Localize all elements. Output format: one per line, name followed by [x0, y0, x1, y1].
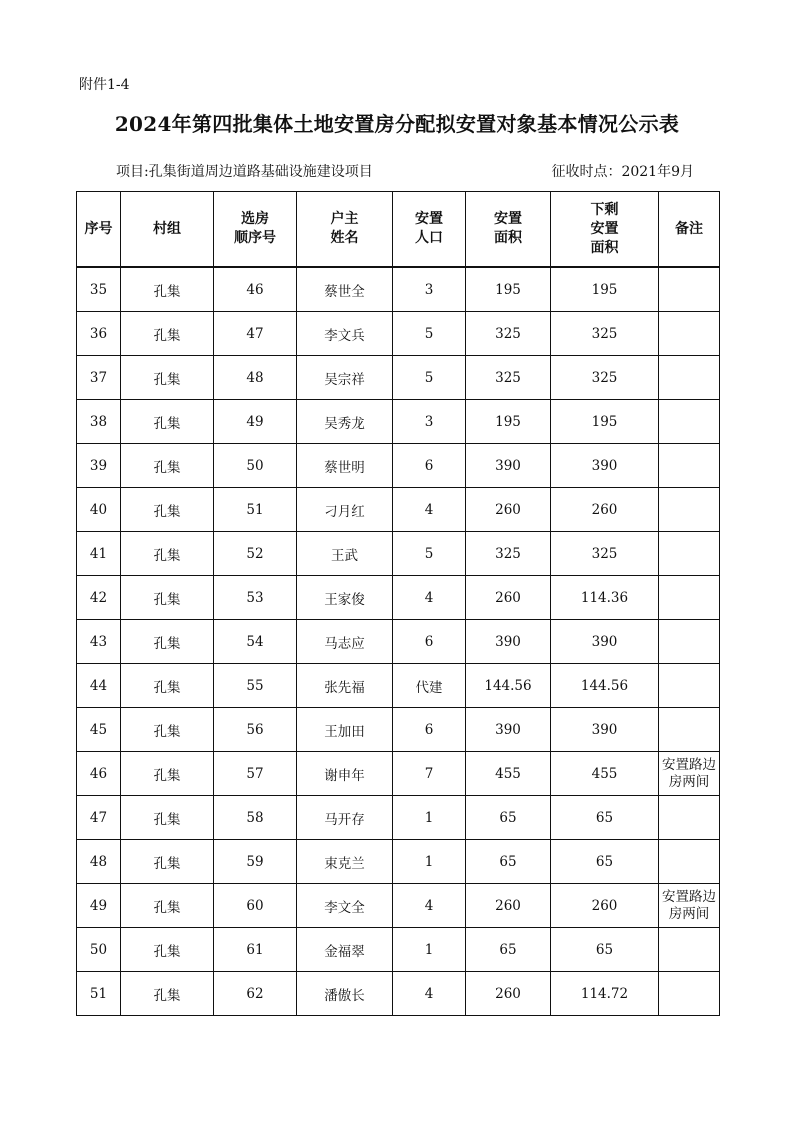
village-cell: 孔集: [121, 708, 214, 752]
seq-cell: 37: [77, 356, 121, 400]
remaining-area-cell: 390: [551, 708, 659, 752]
seq-cell: 39: [77, 444, 121, 488]
village-cell: 孔集: [121, 576, 214, 620]
table-row: [77, 972, 720, 1016]
remark-cell: [659, 620, 720, 664]
resettlement-table: [76, 191, 720, 1016]
seq-cell: 42: [77, 576, 121, 620]
seq-cell: 50: [77, 928, 121, 972]
order-cell: 56: [214, 708, 297, 752]
area-cell: 195: [466, 267, 551, 312]
population-cell: 4: [393, 488, 466, 532]
remaining-area-cell: 325: [551, 312, 659, 356]
remark-cell: [659, 928, 720, 972]
remaining-area-cell: 260: [551, 488, 659, 532]
order-cell: 53: [214, 576, 297, 620]
remaining-area-cell: 325: [551, 532, 659, 576]
col-remaining-area-header: 下剩 安置 面积: [551, 192, 659, 268]
householder-cell: 吴宗祥: [297, 356, 393, 400]
table-row: [77, 928, 720, 972]
householder-cell: 马志应: [297, 620, 393, 664]
table-row: [77, 267, 720, 312]
area-cell: 390: [466, 444, 551, 488]
householder-cell: 李文全: [297, 884, 393, 928]
remark-cell: [659, 796, 720, 840]
village-cell: 孔集: [121, 312, 214, 356]
expropriation-time-label: 征收时点：2021年9月: [551, 164, 694, 180]
population-cell: 6: [393, 444, 466, 488]
village-cell: 孔集: [121, 664, 214, 708]
table-row: [77, 444, 720, 488]
order-cell: 61: [214, 928, 297, 972]
order-cell: 51: [214, 488, 297, 532]
area-cell: 390: [466, 708, 551, 752]
col-remark-header: 备注: [659, 192, 720, 268]
village-cell: 孔集: [121, 267, 214, 312]
table-body: [77, 267, 720, 1016]
table-row: [77, 356, 720, 400]
householder-cell: 王家俊: [297, 576, 393, 620]
householder-cell: 金福翠: [297, 928, 393, 972]
area-cell: 260: [466, 488, 551, 532]
area-cell: 195: [466, 400, 551, 444]
area-cell: 260: [466, 972, 551, 1016]
remark-cell: [659, 532, 720, 576]
remaining-area-cell: 195: [551, 400, 659, 444]
population-cell: 1: [393, 928, 466, 972]
seq-cell: 49: [77, 884, 121, 928]
project-label: 项目:孔集街道周边道路基础设施建设项目: [116, 164, 373, 180]
village-cell: 孔集: [121, 444, 214, 488]
attachment-label: 附件1-4: [79, 77, 130, 93]
remaining-area-cell: 65: [551, 796, 659, 840]
seq-cell: 48: [77, 840, 121, 884]
order-cell: 55: [214, 664, 297, 708]
order-cell: 50: [214, 444, 297, 488]
table-row: [77, 752, 720, 796]
table-row: [77, 532, 720, 576]
population-cell: 4: [393, 884, 466, 928]
area-cell: 390: [466, 620, 551, 664]
table-row: [77, 708, 720, 752]
area-cell: 325: [466, 356, 551, 400]
population-cell: 4: [393, 576, 466, 620]
remark-cell: [659, 356, 720, 400]
householder-cell: 李文兵: [297, 312, 393, 356]
householder-cell: 蔡世全: [297, 267, 393, 312]
remark-cell: [659, 972, 720, 1016]
remaining-area-cell: 195: [551, 267, 659, 312]
page-title: 2024年第四批集体土地安置房分配拟安置对象基本情况公示表: [114, 112, 680, 136]
col-householder-header: 户主 姓名: [297, 192, 393, 268]
order-cell: 60: [214, 884, 297, 928]
remark-cell: 安置路边 房两间: [659, 752, 720, 796]
population-cell: 5: [393, 356, 466, 400]
area-cell: 65: [466, 796, 551, 840]
remaining-area-cell: 260: [551, 884, 659, 928]
householder-cell: 王加田: [297, 708, 393, 752]
seq-cell: 41: [77, 532, 121, 576]
area-cell: 325: [466, 312, 551, 356]
village-cell: 孔集: [121, 884, 214, 928]
table-row: [77, 884, 720, 928]
population-cell: 1: [393, 840, 466, 884]
order-cell: 49: [214, 400, 297, 444]
area-cell: 325: [466, 532, 551, 576]
remark-cell: [659, 312, 720, 356]
village-cell: 孔集: [121, 620, 214, 664]
order-cell: 54: [214, 620, 297, 664]
village-cell: 孔集: [121, 840, 214, 884]
seq-cell: 51: [77, 972, 121, 1016]
order-cell: 57: [214, 752, 297, 796]
remaining-area-cell: 144.56: [551, 664, 659, 708]
remark-cell: [659, 267, 720, 312]
remaining-area-cell: 390: [551, 620, 659, 664]
order-cell: 52: [214, 532, 297, 576]
seq-cell: 45: [77, 708, 121, 752]
remaining-area-cell: 114.72: [551, 972, 659, 1016]
remaining-area-cell: 390: [551, 444, 659, 488]
population-cell: 代建: [393, 664, 466, 708]
remark-cell: [659, 576, 720, 620]
table-row: [77, 488, 720, 532]
area-cell: 260: [466, 576, 551, 620]
remaining-area-cell: 65: [551, 928, 659, 972]
table-row: [77, 840, 720, 884]
area-cell: 65: [466, 928, 551, 972]
table-row: [77, 664, 720, 708]
village-cell: 孔集: [121, 356, 214, 400]
population-cell: 6: [393, 708, 466, 752]
table-row: [77, 620, 720, 664]
remaining-area-cell: 455: [551, 752, 659, 796]
order-cell: 46: [214, 267, 297, 312]
householder-cell: 潘傲长: [297, 972, 393, 1016]
householder-cell: 马开存: [297, 796, 393, 840]
householder-cell: 束克兰: [297, 840, 393, 884]
householder-cell: 蔡世明: [297, 444, 393, 488]
population-cell: 3: [393, 400, 466, 444]
remark-cell: [659, 444, 720, 488]
table-row: [77, 400, 720, 444]
remark-cell: [659, 840, 720, 884]
population-cell: 7: [393, 752, 466, 796]
remaining-area-cell: 114.36: [551, 576, 659, 620]
col-area-header: 安置 面积: [466, 192, 551, 268]
seq-cell: 43: [77, 620, 121, 664]
order-cell: 48: [214, 356, 297, 400]
seq-cell: 35: [77, 267, 121, 312]
householder-cell: 王武: [297, 532, 393, 576]
remark-cell: [659, 488, 720, 532]
village-cell: 孔集: [121, 972, 214, 1016]
population-cell: 1: [393, 796, 466, 840]
village-cell: 孔集: [121, 752, 214, 796]
remark-cell: [659, 664, 720, 708]
population-cell: 4: [393, 972, 466, 1016]
householder-cell: 刁月红: [297, 488, 393, 532]
order-cell: 47: [214, 312, 297, 356]
table-row: [77, 796, 720, 840]
col-village-header: 村组: [121, 192, 214, 268]
householder-cell: 谢申年: [297, 752, 393, 796]
area-cell: 260: [466, 884, 551, 928]
area-cell: 144.56: [466, 664, 551, 708]
remark-cell: 安置路边 房两间: [659, 884, 720, 928]
col-seq-header: 序号: [77, 192, 121, 268]
seq-cell: 46: [77, 752, 121, 796]
householder-cell: 吴秀龙: [297, 400, 393, 444]
table-row: [77, 312, 720, 356]
area-cell: 455: [466, 752, 551, 796]
remaining-area-cell: 325: [551, 356, 659, 400]
col-order-header: 选房 顺序号: [214, 192, 297, 268]
remaining-area-cell: 65: [551, 840, 659, 884]
remark-cell: [659, 400, 720, 444]
col-population-header: 安置 人口: [393, 192, 466, 268]
order-cell: 59: [214, 840, 297, 884]
population-cell: 3: [393, 267, 466, 312]
table-row: [77, 576, 720, 620]
population-cell: 5: [393, 532, 466, 576]
village-cell: 孔集: [121, 796, 214, 840]
table-header-row: [77, 192, 720, 268]
population-cell: 6: [393, 620, 466, 664]
householder-cell: 张先福: [297, 664, 393, 708]
seq-cell: 40: [77, 488, 121, 532]
order-cell: 62: [214, 972, 297, 1016]
population-cell: 5: [393, 312, 466, 356]
village-cell: 孔集: [121, 400, 214, 444]
village-cell: 孔集: [121, 928, 214, 972]
village-cell: 孔集: [121, 488, 214, 532]
village-cell: 孔集: [121, 532, 214, 576]
seq-cell: 47: [77, 796, 121, 840]
remark-cell: [659, 708, 720, 752]
seq-cell: 44: [77, 664, 121, 708]
area-cell: 65: [466, 840, 551, 884]
seq-cell: 36: [77, 312, 121, 356]
seq-cell: 38: [77, 400, 121, 444]
order-cell: 58: [214, 796, 297, 840]
